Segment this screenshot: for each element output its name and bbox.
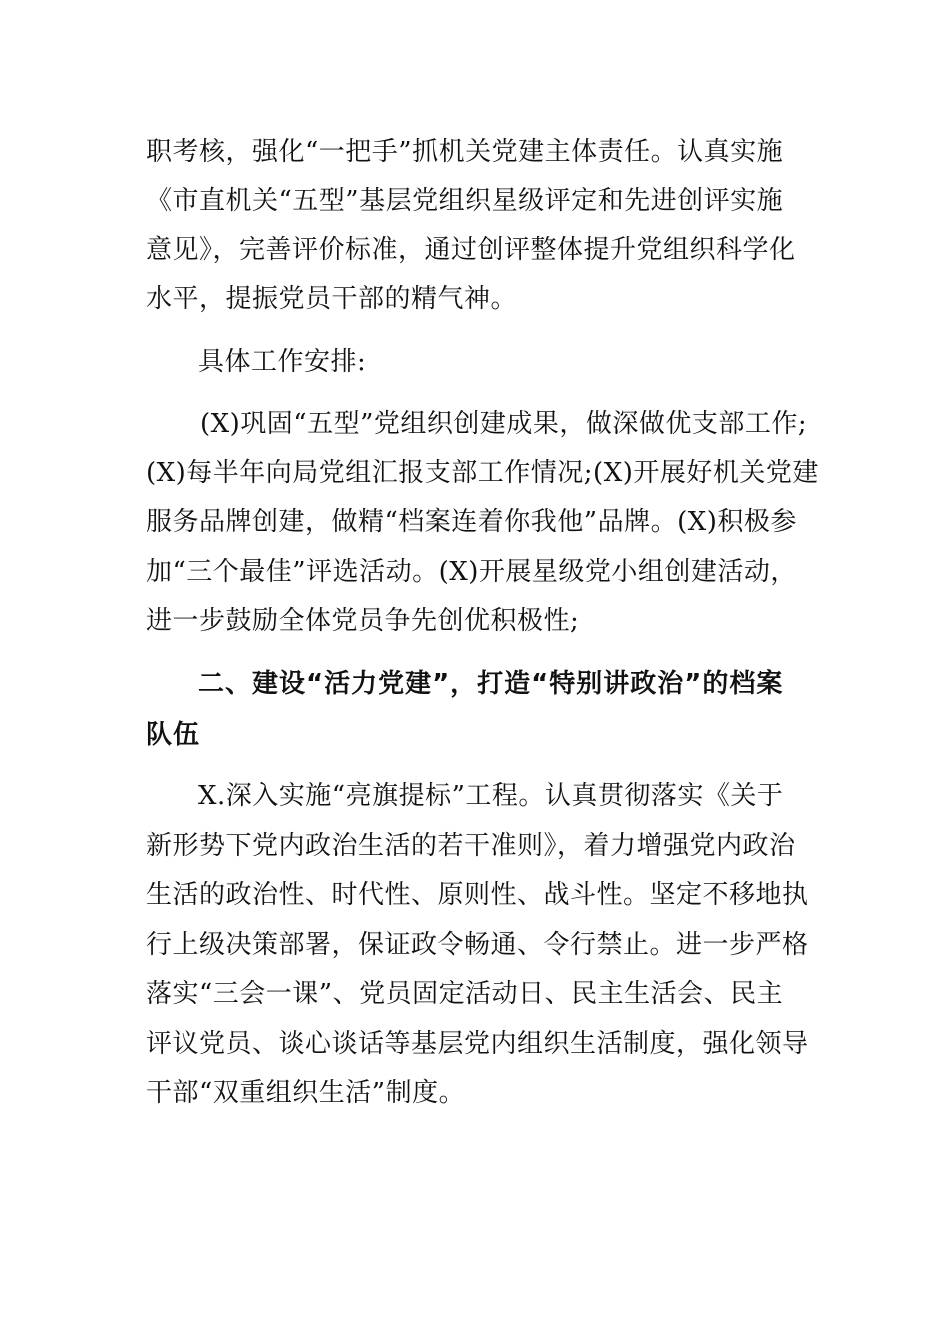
paragraph1-line1: 职考核，强化“一把手”抓机关党建主体责任。认真实施 [146,137,784,167]
section-heading-line1: 二、建设“活力党建”，打造“特别讲政治”的档案 [198,669,784,699]
paragraph2-line3: 服务品牌创建，做精“档案连着你我他”品牌。(X)积极参 [146,507,797,537]
paragraph2-line2: (X)每半年向局党组汇报支部工作情况;(X)开展好机关党建 [146,458,819,488]
paragraph3-line4: 行上级决策部署，保证政令畅通、令行禁止。进一步严格 [146,930,809,960]
paragraph3-line3: 生活的政治性、时代性、原则性、战斗性。坚定不移地执 [146,880,809,910]
paragraph2-line1: (X)巩固“五型”党组织创建成果，做深做优支部工作; [200,409,808,439]
paragraph1-line3: 意见》，完善评价标准，通过创评整体提升党组织科学化 [146,235,796,265]
paragraph2-line4: 加“三个最佳”评选活动。(X)开展星级党小组创建活动， [146,557,797,587]
paragraph3-line7: 干部“双重组织生活”制度。 [146,1078,466,1108]
paragraph3-line5: 落实“三会一课”、党员固定活动日、民主生活会、民主 [146,979,784,1009]
paragraph1-line4: 水平，提振党员干部的精气神。 [146,284,518,314]
paragraph1-line2: 《市直机关“五型”基层党组织星级评定和先进创评实施 [146,186,784,216]
section-heading-line2: 队伍 [146,720,201,750]
paragraph2-line5: 进一步鼓励全体党员争先创优积极性; [146,606,580,636]
paragraph3-line2: 新形势下党内政治生活的若干准则》，着力增强党内政治 [146,831,796,861]
paragraph3-line1: X.深入实施“亮旗提标”工程。认真贯彻落实《关于 [198,781,784,811]
arrangement-label: 具体工作安排: [198,347,367,377]
paragraph3-line6: 评议党员、谈心谈话等基层党内组织生活制度，强化领导 [146,1029,809,1059]
